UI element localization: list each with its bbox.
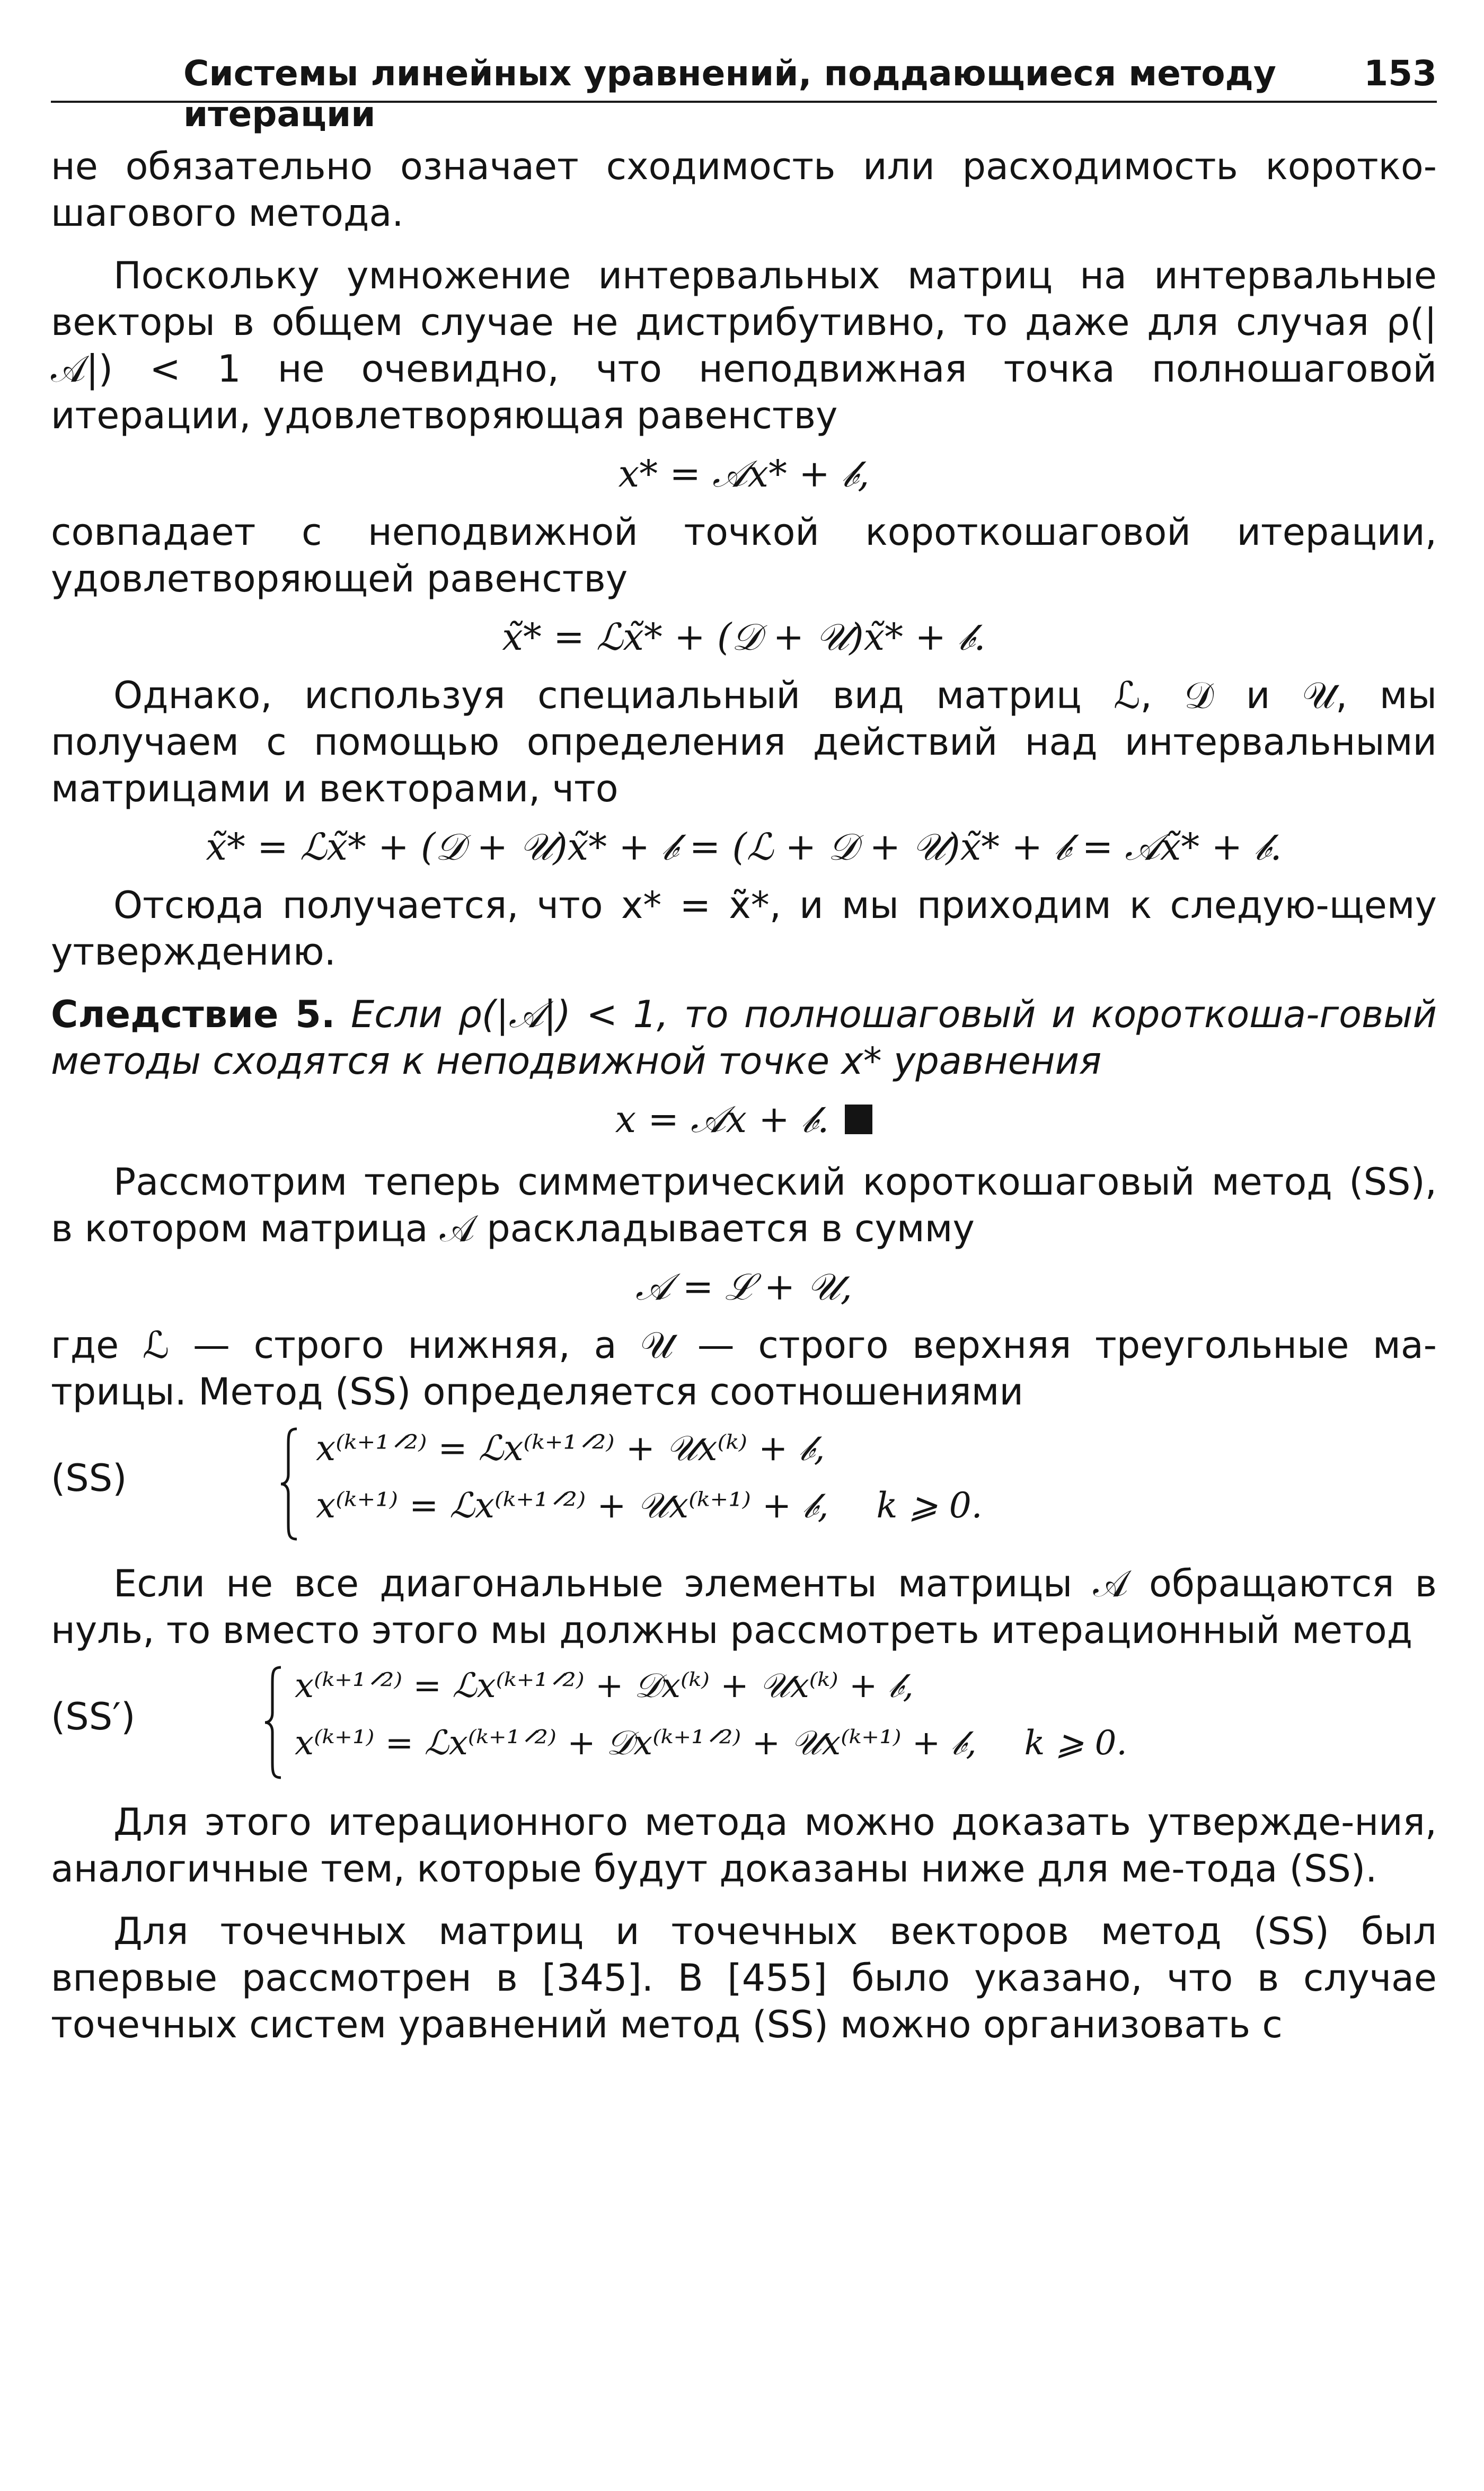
paragraph-9: Для этого итерационного метода можно доказать утвержде-ния, аналогичные тем, которые будут доказаны ниже для ме-тода (SS). — [51, 1800, 1437, 1891]
index-condition: k ⩾ 0. — [876, 1485, 983, 1526]
formula-fullstep-fixed-point: x* = 𝒜x* + 𝒷, — [618, 452, 870, 496]
corollary-5 — [51, 991, 1437, 1084]
paragraph-3: совпадает с неподвижной точкой короткошаговой итерации, удовлетворяющей равенству — [51, 510, 1437, 600]
paragraph-7: где ℒ — строго нижняя, а 𝒰 — строго верхняя треугольные ма-трицы. Метод (SS) определяется соотношениями — [51, 1323, 1437, 1414]
formula-fixed-point-equation — [51, 1096, 1437, 1143]
formula-splitting: 𝒜 = ℒ + 𝒰, — [635, 1265, 852, 1309]
paragraph-10: Для точечных матриц и точечных векторов метод (SS) был впервые рассмотрен в [345]. В [455] было указано, что в случае точечных систем уравнений метод (SS) можно организовать с — [51, 1910, 1437, 2046]
running-header — [51, 48, 1437, 135]
system-label: (SS) — [51, 1456, 127, 1500]
formula-text: x = 𝒜x + 𝒷. — [615, 1098, 829, 1141]
end-of-proof-mark — [845, 1105, 872, 1134]
page-body — [51, 143, 1437, 2048]
equation-half-step: x⁽ᵏ⁺¹ᐟ²⁾ = ℒx⁽ᵏ⁺¹ᐟ²⁾ + 𝒰x⁽ᵏ⁾ + 𝒷, — [316, 1428, 825, 1469]
left-brace-icon — [263, 1664, 284, 1781]
running-title: Системы линейных уравнений, поддающиеся методу итерации — [183, 53, 1276, 135]
page-number: 153 — [1364, 53, 1437, 94]
formula-shortstep-fixed-point: x̃* = ℒx̃* + (𝒟 + 𝒰)x̃* + 𝒷. — [502, 615, 986, 659]
equation-text: x⁽ᵏ⁺¹⁾ = ℒx⁽ᵏ⁺¹ᐟ²⁾ + 𝒰x⁽ᵏ⁺¹⁾ + 𝒷, — [316, 1485, 829, 1526]
system-ss-prime — [51, 1664, 1437, 1786]
paragraph-4: Однако, используя специальный вид матриц ℒ, 𝒟 и 𝒰, мы получаем с помощью определения действий над интервальными матрицами и векторами, что — [51, 674, 1437, 810]
paragraph-8: Если не все диагональные элементы матрицы 𝒜 обращаются в нуль, то вместо этого мы должны рассмотреть итерационный метод — [51, 1562, 1437, 1652]
formula-equivalence: x̃* = ℒx̃* + (𝒟 + 𝒰)x̃* + 𝒷 = (ℒ + 𝒟 + 𝒰)x̃* + 𝒷 = 𝒜x̃* + 𝒷. — [206, 825, 1282, 869]
system-label: (SS′) — [51, 1695, 136, 1738]
paragraph-6: Рассмотрим теперь симметрический короткошаговый метод (SS), в котором матрица 𝒜 раскладывается в сумму — [51, 1160, 1437, 1250]
paragraph-2: Поскольку умножение интервальных матриц на интервальные векторы в общем случае не дистрибутивно, то даже для случая ρ(|𝒜|) < 1 не очевидно, что неподвижная точка полношаговой итерации, удовлетворяющая равенству — [51, 254, 1437, 437]
system-ss — [51, 1426, 1437, 1548]
equation-full-step — [316, 1485, 983, 1527]
corollary-statement: Если ρ(|𝒜|) < 1, то полношаговый и короткоша-говый методы сходятся к неподвижной точке x* уравнения — [51, 993, 1437, 1083]
paragraph-1: не обязательно означает сходимость или расходимость коротко-шагового метода. — [51, 145, 1437, 235]
left-brace-icon — [279, 1426, 300, 1542]
index-condition: k ⩾ 0. — [1024, 1724, 1127, 1763]
equation-text: x⁽ᵏ⁺¹⁾ = ℒx⁽ᵏ⁺¹ᐟ²⁾ + 𝒟x⁽ᵏ⁺¹ᐟ²⁾ + 𝒰x⁽ᵏ⁺¹⁾ + 𝒷, — [295, 1724, 977, 1763]
equation-half-step: x⁽ᵏ⁺¹ᐟ²⁾ = ℒx⁽ᵏ⁺¹ᐟ²⁾ + 𝒟x⁽ᵏ⁾ + 𝒰x⁽ᵏ⁾ + 𝒷, — [295, 1666, 914, 1706]
equation-full-step — [295, 1724, 1127, 1763]
paragraph-5: Отсюда получается, что x* = x̃*, и мы приходим к следую-щему утверждению. — [51, 884, 1437, 974]
corollary-label: Следствие 5. — [51, 993, 335, 1036]
